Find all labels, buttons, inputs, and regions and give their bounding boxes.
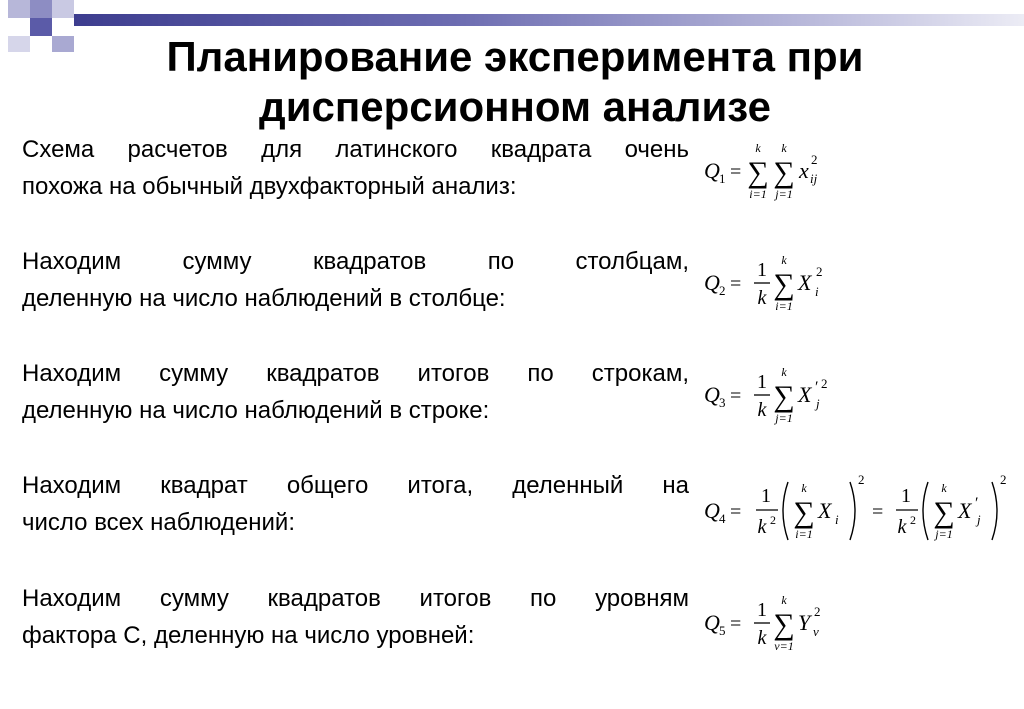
formula-superscript: 2 (814, 604, 821, 619)
formula-subscript: j (816, 396, 820, 411)
paragraph-line: Находим сумму квадратов итогов по уровням (22, 585, 689, 612)
sum-lower-limit: i=1 (795, 527, 813, 541)
paragraph-line: Находим сумму квадратов итогов по строкам, (22, 360, 689, 387)
sum-upper-limit: k (781, 365, 787, 379)
formula-q2 (700, 250, 850, 314)
decor-square (30, 0, 52, 18)
formula-subscript: i (835, 512, 839, 527)
sum-upper-limit: k (781, 253, 787, 267)
sum-symbol: ∑ (747, 156, 769, 189)
fraction-numerator: 1 (757, 599, 767, 621)
left-parenthesis (923, 482, 928, 540)
formula-variable: Y (798, 610, 811, 635)
formula-symbol: Q (704, 610, 720, 635)
sum-symbol: ∑ (773, 380, 795, 413)
formula-q3 (700, 362, 850, 426)
formula-subscript: 4 (719, 511, 726, 526)
paragraph-line: похожа на обычный двухфакторный анализ: (22, 173, 517, 200)
slide-title-line: Планирование эксперимента при (166, 33, 864, 80)
sum-upper-limit: k (781, 141, 787, 155)
formula-symbol: Q (704, 498, 720, 523)
paragraph (22, 580, 689, 654)
fraction-denominator: k (757, 399, 767, 421)
fraction-denominator: k (757, 516, 767, 538)
formula-equals: = (730, 273, 742, 295)
formula-variable: X (798, 382, 812, 407)
paragraph-line: число всех наблюдений: (22, 509, 295, 536)
sum-upper-limit: k (781, 593, 787, 607)
paragraph (22, 355, 689, 429)
paragraph (22, 467, 689, 541)
formula-superscript: 2 (1000, 472, 1007, 487)
slide-title (40, 32, 990, 132)
formula-equals: = (730, 161, 742, 183)
formula-subscript: ν (813, 624, 819, 639)
paragraph (22, 131, 689, 205)
formula-variable: X (958, 498, 972, 523)
paragraph-line: деленную на число наблюдений в строке: (22, 397, 490, 424)
sum-symbol: ∑ (793, 496, 815, 529)
sum-symbol: ∑ (773, 156, 795, 189)
formula-superscript: 2 (816, 264, 823, 279)
sum-lower-limit: j=1 (775, 187, 793, 201)
sum-lower-limit: i=1 (775, 299, 793, 313)
sum-upper-limit: k (801, 481, 807, 495)
formula-prime: ′ (815, 379, 819, 396)
sum-lower-limit: i=1 (749, 187, 767, 201)
slide-title-line: дисперсионном анализе (259, 83, 771, 130)
paragraph-line: Находим квадрат общего итога, деленный на (22, 472, 689, 499)
fraction-denominator: k (757, 627, 767, 649)
formula-subscript: 2 (719, 283, 726, 298)
formula-superscript: 2 (770, 513, 776, 527)
formula-subscript: 5 (719, 623, 726, 638)
title-bar-decoration (74, 14, 1024, 26)
sum-upper-limit: k (755, 141, 761, 155)
formula-q4 (700, 470, 1018, 550)
formula-subscript: 1 (719, 171, 726, 186)
formula-superscript: 2 (858, 472, 865, 487)
formula-q5 (700, 590, 850, 654)
sum-lower-limit: ν=1 (774, 639, 794, 653)
formula-subscript: 3 (719, 395, 726, 410)
fraction-denominator: k (757, 287, 767, 309)
paragraph (22, 243, 689, 317)
decor-square (8, 0, 30, 18)
sum-upper-limit: k (941, 481, 947, 495)
decor-square (52, 0, 74, 18)
sum-lower-limit: j=1 (935, 527, 953, 541)
formula-symbol: Q (704, 382, 720, 407)
paragraph-line: Находим сумму квадратов по столбцам, (22, 248, 689, 275)
formula-superscript: 2 (910, 513, 916, 527)
formula-variable: X (798, 270, 812, 295)
fraction-denominator: k (897, 516, 907, 538)
sum-symbol: ∑ (773, 268, 795, 301)
formula-equals: = (730, 501, 742, 523)
formula-superscript: 2 (821, 376, 828, 391)
formula-subscript: ij (810, 171, 818, 186)
formula-superscript: 2 (811, 152, 818, 167)
paragraph-line: фактора С, деленную на число уровней: (22, 622, 475, 649)
formula-prime: ′ (975, 495, 979, 512)
fraction-numerator: 1 (757, 259, 767, 281)
paragraph-line: деленную на число наблюдений в столбце: (22, 285, 506, 312)
fraction-numerator: 1 (757, 371, 767, 393)
right-parenthesis (992, 482, 997, 540)
formula-subscript: i (815, 284, 819, 299)
formula-q1 (700, 140, 850, 204)
formula-equals: = (872, 501, 884, 523)
decor-square (8, 36, 30, 52)
left-parenthesis (783, 482, 788, 540)
formula-equals: = (730, 385, 742, 407)
sum-symbol: ∑ (773, 608, 795, 641)
formula-variable: X (818, 498, 832, 523)
fraction-numerator: 1 (901, 485, 911, 507)
sum-lower-limit: j=1 (775, 411, 793, 425)
right-parenthesis (850, 482, 855, 540)
formula-variable: x (799, 158, 809, 183)
paragraph-line: Схема расчетов для латинского квадрата очень (22, 136, 689, 163)
formula-equals: = (730, 613, 742, 635)
formula-symbol: Q (704, 270, 720, 295)
fraction-numerator: 1 (761, 485, 771, 507)
formula-subscript: j (977, 512, 981, 527)
formula-symbol: Q (704, 158, 720, 183)
sum-symbol: ∑ (933, 496, 955, 529)
